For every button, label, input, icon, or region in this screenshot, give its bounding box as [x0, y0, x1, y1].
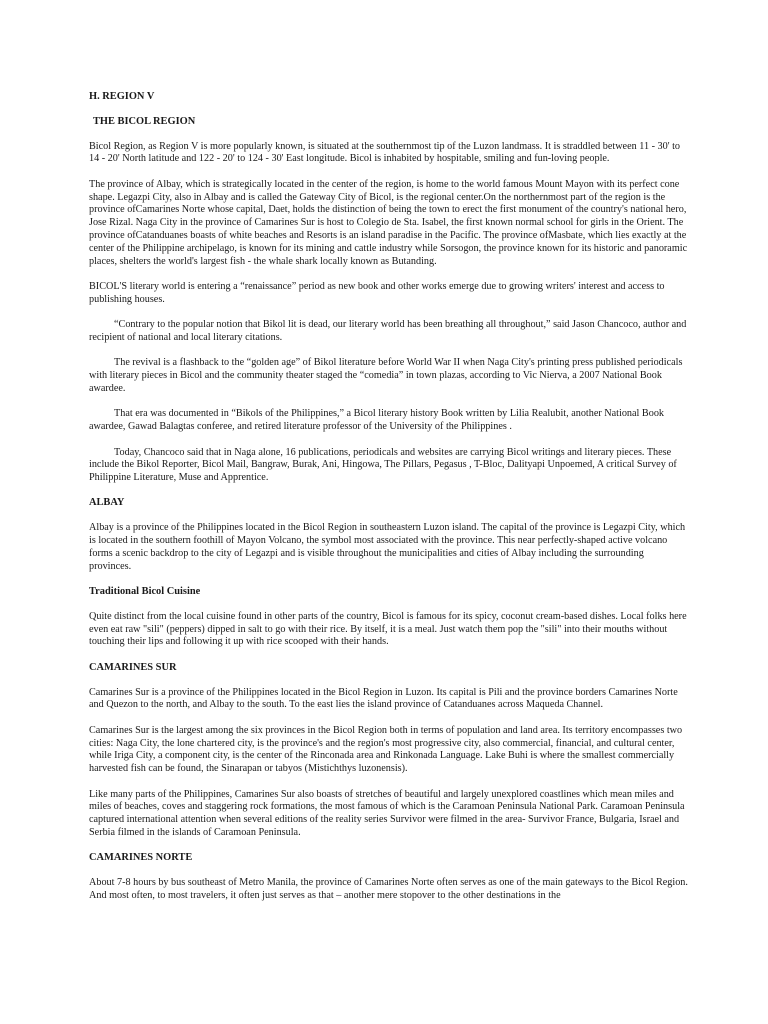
paragraph-bicol-location: Bicol Region, as Region V is more popularly known, is situated at the southernmost tip of the Luzon landmass. It is straddled between 11 - 30' to 14 - 20' North latitude and 122 - 20' to 124 - 30' East longitude. Bicol is inhabited by hospitable, smiling and fun-loving people. [89, 140, 681, 165]
paragraph-naga-publications: Today, Chancoco said that in Naga alone, 16 publications, periodicals and websites are carrying Bicol writings and literary pieces. These include the Bikol Reporter, Bicol Mail, Bangraw, Burak, Ani, Hingowa, The Pillars, Pegasus , T-Bloc, Dalityapi Unpoemed, A critical Survey of Philippine Literature, Muse and Apprentice. [89, 446, 677, 484]
section-heading-albay: ALBAY [89, 497, 125, 509]
paragraph-provinces-overview: The province of Albay, which is strategically located in the center of the region, is home to the world famous Mount Mayon with its perfect cone shape. Legazpi City, also in Albay and is called the Gateway City of Bicol, is the regional center.On the northernmost part of the region is the province ofCamarines Norte whose capital, Daet, holds the distinction of being the town to erect the first monument of the country's national hero, Jose Rizal. Naga City in the province of Camarines Sur is host to Colegio de Sta. Isabel, the first known normal school for girls in the Orient. The province ofCatanduanes boasts of white beaches and Resorts is an island paradise in the Pacific. The province ofMasbate, which lies exactly at the center of the Philippine archipelago, is known for its mining and cattle industry while Sorsogon, the province known for its historic and panoramic places, shelters the world's largest fish - the whale shark locally known as Butanding. [89, 178, 688, 267]
section-heading-cuisine: Traditional Bicol Cuisine [89, 586, 201, 598]
paragraph-camarines-sur-size: Camarines Sur is the largest among the six provinces in the Bicol Region both in terms of population and land area. Its territory encompasses two cities: Naga City, the lone chartered city, is the province's and the region's most progressive city, also commercial, financial, and cultural center, while Iriga City, a component city, is the center of the Rinconada area and Rinkonada Language. Lake Buhi is where the smallest commercially harvested fish can be found, the Sinarapan or tabyos (Mistichthys luzonensis). [89, 724, 683, 775]
paragraph-cuisine: Quite distinct from the local cuisine found in other parts of the country, Bicol is famous for its spicy, coconut cream-based dishes. Local folks here even eat raw "sili" (peppers) dipped in salt to go with their rice. By itself, it is a meal. Just watch them pop the "sili" into their mouths without touching their lips and following it up with rice scooped with their hands. [89, 610, 687, 648]
paragraph-camarines-sur-location: Camarines Sur is a province of the Philippines located in the Bicol Region in Luzon. Its capital is Pili and the province borders Camarines Norte and Quezon to the north, and Albay to the south. To the east lies the island province of Catanduanes across Maqueda Channel. [89, 686, 678, 711]
section-heading-region-v: H. REGION V [89, 91, 155, 102]
paragraph-albay: Albay is a province of the Philippines located in the Bicol Region in southeastern Luzon island. The capital of the province is Legazpi City, which is located in the southern foothill of Mayon Volcano, the symbol most associated with the province. This near perfectly-shaped active volcano forms a scenic backdrop to the city of Legazpi and is visible throughout the municipalities and cities of Albay including the surrounding provinces. [89, 522, 686, 572]
section-heading-bicol-region: THE BICOL REGION [93, 115, 196, 127]
section-heading-camarines-sur: CAMARINES SUR [89, 661, 177, 673]
section-heading-camarines-norte: CAMARINES NORTE [89, 852, 193, 864]
paragraph-camarines-norte: About 7-8 hours by bus southeast of Metro Manila, the province of Camarines Norte often serves as one of the main gateways to the Bicol Region. And most often, to most travelers, it often just serves as that – another mere stopover to the other destinations in the [89, 877, 688, 901]
paragraph-camarines-sur-coastlines: Like many parts of the Philippines, Camarines Sur also boasts of stretches of beautiful and largely unexplored coastlines which mean miles and miles of beaches, coves and staggering rock formations, the most famous of which is the Caramoan Peninsula National Park. Caramoan Peninsula captured international attention when several editions of the reality series Survivor were filmed in the area- Survivor France, Bulgaria, Israel and Serbia filmed in the islands of Caramoan Peninsula. [89, 788, 685, 838]
paragraph-bikols-of-philippines: That era was documented in “Bikols of the Philippines,” a Bicol literary history Book written by Lilia Realubit, another National Book awardee, Gawad Balagtas conferee, and retired literature professor of the University of the Philippines . [89, 408, 665, 433]
paragraph-golden-age: The revival is a flashback to the “golden age” of Bikol literature before World War II when Naga City's printing press published periodicals with literary pieces in Bicol and the community theater staged the “comedia” in town plazas, according to Vic Nierva, a 2007 National Book awardee. [89, 357, 683, 394]
paragraph-literary-renaissance: BICOL'S literary world is entering a “renaissance” period as new book and other works emerge due to growing writers' interest and access to publishing houses. [89, 280, 665, 305]
paragraph-chancoco-quote: “Contrary to the popular notion that Bikol lit is dead, our literary world has been breathing all throughout,” said Jason Chancoco, author and recipient of national and local literary citations. [89, 319, 687, 343]
